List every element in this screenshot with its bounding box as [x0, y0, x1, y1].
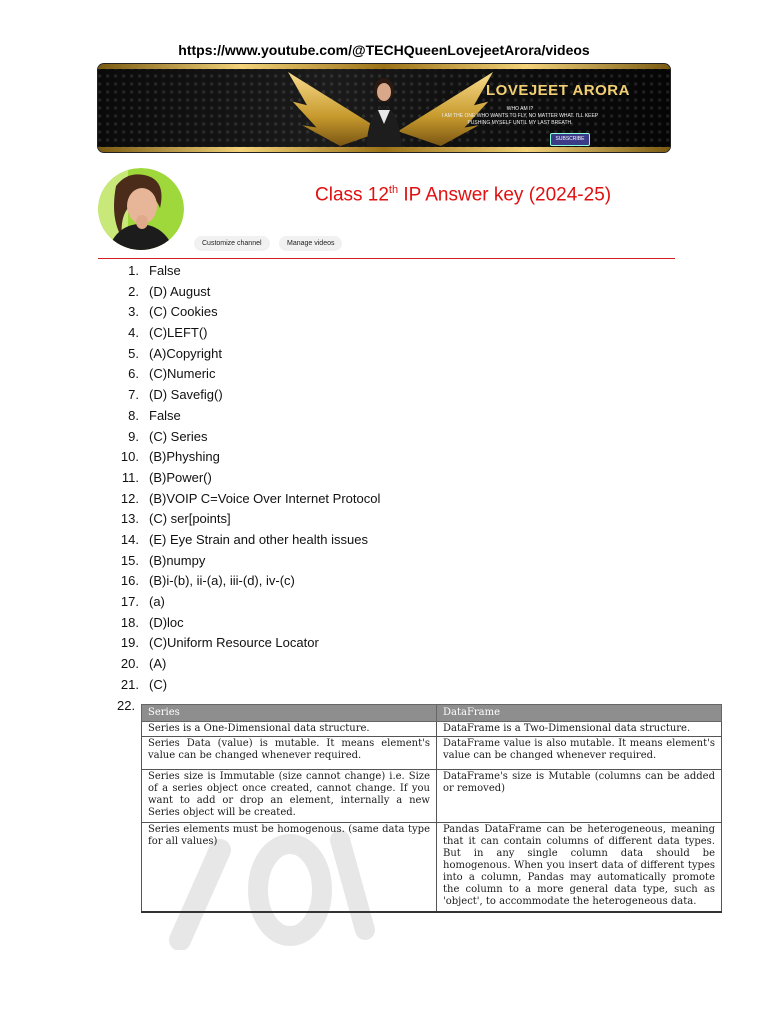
answer-number: 7. — [128, 387, 139, 403]
answer-text: (C)Numeric — [149, 366, 216, 382]
dataframe-cell: DataFrame value is also mutable. It means element's value can be changed whenever required. — [437, 737, 722, 770]
answer-number: 2. — [128, 283, 139, 299]
series-cell: Series is a One-Dimensional data structure. — [142, 722, 437, 737]
answer-item — [113, 469, 380, 490]
banner-subscribe-button[interactable]: SUBSCRIBE — [550, 133, 590, 146]
answer-item — [113, 490, 380, 511]
avatar[interactable] — [98, 168, 184, 250]
answer-text: (B)VOIP C=Voice Over Internet Protocol — [149, 490, 381, 506]
answer-number: 8. — [128, 407, 139, 423]
answer-item — [113, 407, 380, 428]
dataframe-cell: DataFrame is a Two-Dimensional data structure. — [437, 722, 722, 737]
series-cell: Series size is Immutable (size cannot change) i.e. Size of a series object once created, cannot change. If you want to add or drop an element, internally a new Series object will be created. — [142, 770, 437, 823]
title-superscript: th — [388, 184, 399, 196]
answer-text: (C) — [149, 676, 168, 692]
answer-number: 9. — [128, 428, 139, 444]
banner-gold-bottom-border — [98, 147, 670, 152]
answer-text: (B)numpy — [149, 552, 206, 568]
answer-text: (D) August — [149, 283, 211, 299]
answer-number: 14. — [120, 531, 139, 547]
page-title — [315, 184, 611, 206]
answer-text: (B)Power() — [149, 469, 212, 485]
answer-number: 4. — [128, 325, 139, 341]
answer-item — [113, 634, 380, 655]
answer-number: 21. — [120, 676, 139, 692]
answer-text: (D)loc — [149, 614, 184, 630]
answer-item — [113, 614, 380, 635]
channel-banner — [98, 64, 670, 152]
table-row — [142, 770, 722, 823]
answer-text: (C)Uniform Resource Locator — [149, 635, 319, 651]
answer-list — [113, 262, 380, 696]
table-row — [142, 722, 722, 737]
title-main: Class 12 — [315, 184, 389, 206]
banner-channel-name: LOVEJEET ARORA — [486, 82, 630, 99]
answer-number: 11. — [121, 469, 139, 485]
answer-text: False — [149, 407, 181, 423]
answer-text: (D) Savefig() — [149, 387, 223, 403]
table-row — [142, 737, 722, 770]
answer-number: 1. — [128, 263, 139, 278]
answer-text: (C) Series — [149, 428, 208, 444]
series-vs-dataframe-table — [141, 704, 722, 913]
title-rest: IP Answer key (2024-25) — [398, 184, 612, 206]
answer-item — [113, 303, 380, 324]
series-cell: Series Data (value) is mutable. It means element's value can be changed whenever required. — [142, 737, 437, 770]
customize-channel-button[interactable]: Customize channel — [194, 236, 270, 251]
answer-item — [113, 593, 380, 614]
answer-number: 5. — [128, 345, 139, 361]
answer-number: 12. — [120, 490, 139, 506]
answer-item — [113, 283, 380, 304]
banner-tagline-line-2: I AM THE ONE WHO WANTS TO FLY, NO MATTER WHAT. I'LL KEEP — [441, 113, 599, 119]
answer-text: (B)Physhing — [149, 449, 220, 465]
answer-item — [113, 552, 380, 573]
answer-item — [113, 572, 380, 593]
answer-text: (E) Eye Strain and other health issues — [149, 531, 368, 547]
answer-text: (C) Cookies — [149, 304, 218, 320]
banner-tagline-line-1: WHO AM I? — [506, 106, 534, 112]
dataframe-cell: Pandas DataFrame can be heterogeneous, meaning that it can contain columns of different data types. But in any single column data should be homogenous. When you insert data of different types into a column, Pandas may automatically promote the column to a more general data type, such as 'object', to accommodate the heterogeneous data. — [437, 823, 722, 913]
answer-text: (C) ser[points] — [149, 511, 231, 527]
answer-item — [113, 531, 380, 552]
answer-item — [113, 655, 380, 676]
channel-url[interactable]: https://www.youtube.com/@TECHQueenLovejeetArora/videos — [178, 42, 590, 58]
answer-text: (a) — [149, 594, 165, 609]
answer-item — [113, 386, 380, 407]
header-divider — [98, 258, 675, 259]
answer-text: (C)LEFT() — [149, 325, 208, 341]
answer-number: 16. — [120, 573, 139, 589]
answer-item — [113, 510, 380, 531]
series-cell: Series elements must be homogenous. (same data type for all values) — [142, 823, 437, 913]
answer-number: 13. — [120, 511, 139, 527]
answer-number: 18. — [120, 614, 139, 630]
answer-text: False — [149, 263, 181, 278]
question-22-number: 22. — [117, 698, 136, 713]
answer-number: 10. — [120, 449, 139, 465]
answer-item — [113, 428, 380, 449]
answer-text: (A)Copyright — [149, 345, 222, 361]
answer-item — [113, 448, 380, 469]
banner-tagline-line-3: PUSHING MYSELF UNTIL MY LAST BREATH. — [467, 120, 573, 126]
table-header-dataframe: DataFrame — [437, 705, 722, 722]
answer-item — [113, 324, 380, 345]
banner-gold-top-border — [98, 64, 670, 69]
answer-number: 3. — [128, 304, 139, 320]
answer-text: (A) — [149, 656, 167, 672]
answer-number: 19. — [120, 635, 139, 651]
answer-item — [113, 262, 380, 283]
table-row — [142, 823, 722, 913]
table-header-series: Series — [142, 705, 437, 722]
answer-number: 17. — [120, 594, 139, 609]
dataframe-cell: DataFrame's size is Mutable (columns can be added or removed) — [437, 770, 722, 823]
answer-number: 6. — [128, 366, 139, 382]
answer-number: 15. — [120, 552, 139, 568]
answer-text: (B)i-(b), ii-(a), iii-(d), iv-(c) — [149, 573, 295, 589]
answer-number: 20. — [120, 656, 139, 672]
banner-tagline — [390, 106, 650, 127]
manage-videos-button[interactable]: Manage videos — [279, 236, 342, 251]
answer-item — [113, 345, 380, 366]
answer-item — [113, 365, 380, 386]
answer-item — [113, 676, 380, 697]
